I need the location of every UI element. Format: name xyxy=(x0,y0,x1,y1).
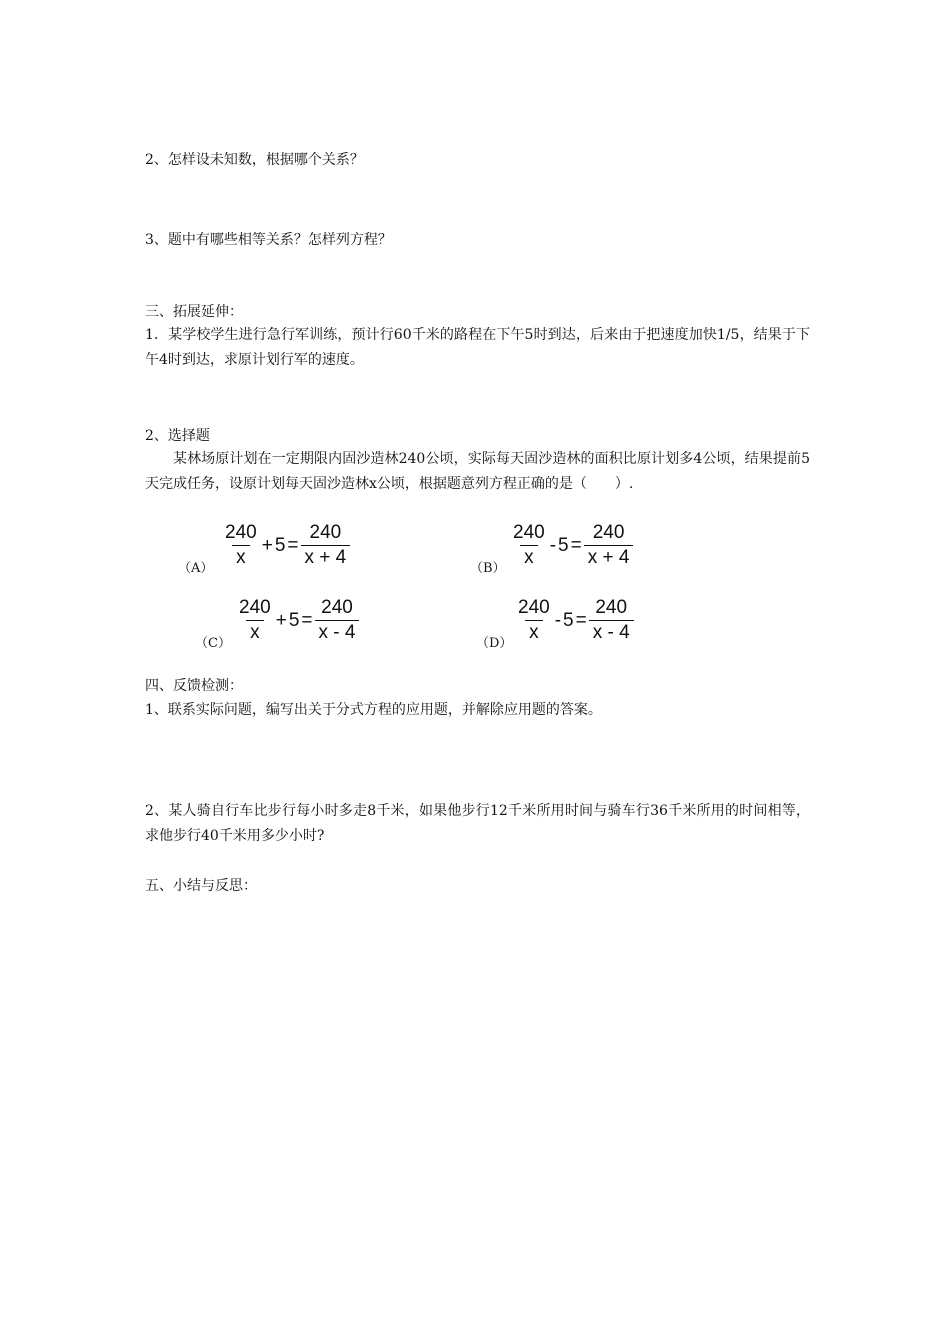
equals-sign: = xyxy=(575,609,587,631)
constant: 5 xyxy=(563,609,574,631)
frac-numerator: 240 xyxy=(225,522,257,543)
frac-numerator: 240 xyxy=(321,597,353,618)
option-d-equation xyxy=(515,598,634,643)
question-3: 3、题中有哪些相等关系？怎样列方程？ xyxy=(145,232,392,248)
frac-denominator: x xyxy=(525,620,543,643)
constant: 5 xyxy=(288,609,300,631)
frac-denominator: x xyxy=(520,545,538,568)
operator: + xyxy=(275,609,287,631)
option-c-equation xyxy=(236,598,359,643)
operator: + xyxy=(261,534,273,556)
frac-numerator: 240 xyxy=(592,522,625,543)
frac-denominator: x - 4 xyxy=(589,620,634,643)
option-a-equation xyxy=(222,523,350,568)
equals-sign: = xyxy=(570,534,582,556)
constant: 5 xyxy=(274,534,286,556)
option-a-label: （A） xyxy=(178,561,214,576)
frac-numerator: 240 xyxy=(309,522,342,543)
constant: 5 xyxy=(558,534,569,556)
section-3-heading: 三、拓展延伸： xyxy=(145,304,243,320)
frac-denominator: x + 4 xyxy=(584,545,634,568)
option-c-label: （C） xyxy=(195,636,231,651)
option-d-label: （D） xyxy=(476,636,513,651)
operator: - xyxy=(549,534,557,556)
section-4-heading: 四、反馈检测： xyxy=(145,678,243,694)
option-b-label: （B） xyxy=(470,561,506,576)
frac-denominator: x xyxy=(232,545,250,568)
section-4-problem-2: 2、某人骑自行车比步行每小时多走8千米，如果他步行12千米所用时间与骑车行36千米所用的时间相等，求他步行40千米用多少小时? xyxy=(145,803,810,844)
frac-denominator: x + 4 xyxy=(301,545,351,568)
section-3-problem-1: 1．某学校学生进行急行军训练，预计行60千米的路程在下午5时到达，后来由于把速度加快1/5，结果于下午4时到达，求原计划行军的速度。 xyxy=(145,327,810,368)
section-5-heading: 五、小结与反思： xyxy=(145,878,257,894)
frac-denominator: x - 4 xyxy=(315,620,360,643)
choice-question-body: 某林场原计划在一定期限内固沙造林240公顷，实际每天固沙造林的面积比原计划多4公顷，结果提前5天完成任务，设原计划每天固沙造林x公顷，根据题意列方程正确的是（ ）. xyxy=(145,451,810,492)
question-2: 2、怎样设未知数，根据哪个关系？ xyxy=(145,152,364,168)
frac-numerator: 240 xyxy=(518,597,550,618)
operator: - xyxy=(554,609,562,631)
equals-sign: = xyxy=(301,609,313,631)
frac-denominator: x xyxy=(246,620,264,643)
frac-numerator: 240 xyxy=(513,522,545,543)
choice-question-title: 2、选择题 xyxy=(145,428,210,444)
frac-numerator: 240 xyxy=(239,597,271,618)
option-b-equation xyxy=(510,523,633,568)
section-4-problem-1: 1、联系实际问题，编写出关于分式方程的应用题，并解除应用题的答案。 xyxy=(145,702,602,718)
frac-numerator: 240 xyxy=(595,597,628,618)
equals-sign: = xyxy=(287,534,299,556)
